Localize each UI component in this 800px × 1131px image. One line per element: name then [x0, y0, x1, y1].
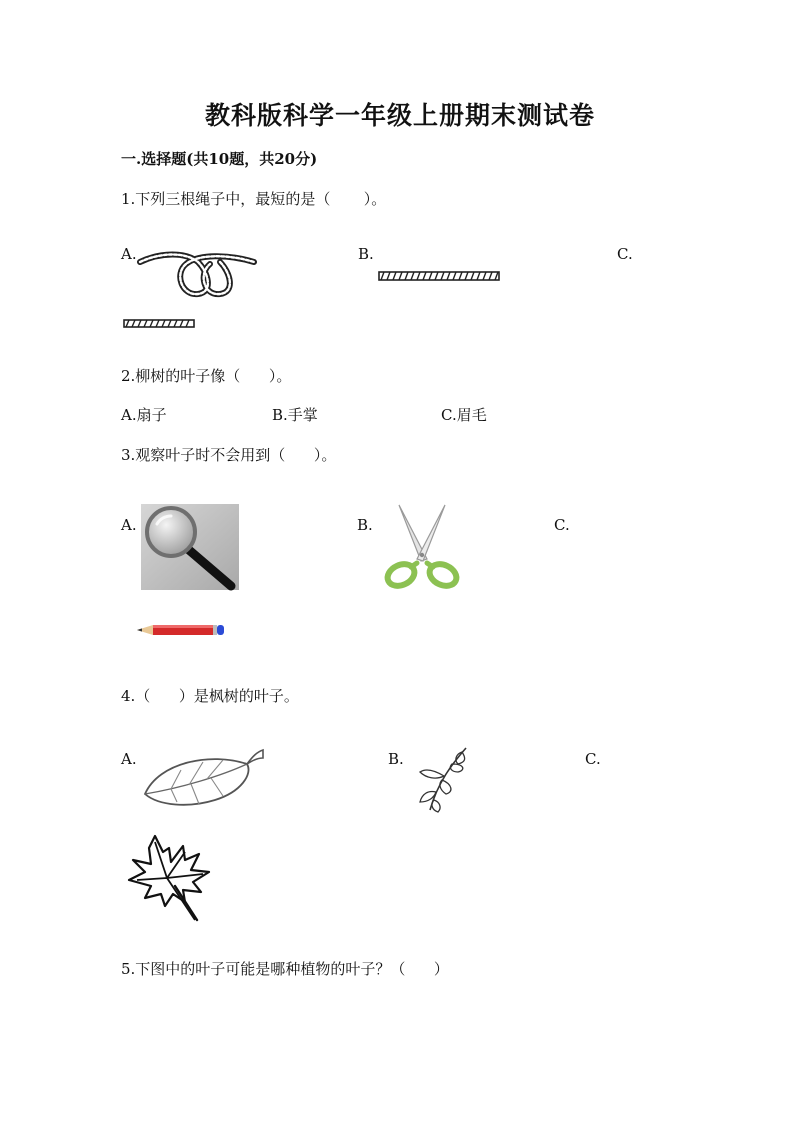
q1-option-a[interactable]: A. [121, 245, 137, 263]
q4-option-a[interactable]: A. [121, 750, 137, 768]
scissors-icon [381, 503, 463, 589]
q3-option-a[interactable]: A. [121, 516, 137, 534]
question-4: 4.（ ）是枫树的叶子。 [121, 687, 299, 705]
section-heading: 一.选择题(共10题，共20分) [121, 150, 318, 168]
willow-branch-icon [408, 744, 470, 814]
q3-option-b[interactable]: B. [357, 516, 373, 534]
question-2: 2.柳树的叶子像（ ）。 [121, 367, 292, 385]
question-5: 5.下图中的叶子可能是哪种植物的叶子？（ ） [121, 960, 449, 978]
maple-leaf-icon [125, 832, 217, 924]
coiled-rope-icon [136, 248, 260, 300]
short-rope-icon [123, 317, 195, 330]
page-title: 教科版科学一年级上册期末测试卷 [204, 101, 595, 130]
oval-leaf-icon [141, 748, 267, 808]
q1-option-c[interactable]: C. [617, 245, 633, 263]
magnifying-glass-icon [141, 504, 239, 590]
question-3: 3.观察叶子时不会用到（ ）。 [121, 446, 337, 464]
long-rope-icon [378, 269, 500, 283]
q4-option-b[interactable]: B. [388, 750, 404, 768]
question-1: 1.下列三根绳子中，最短的是（ ）。 [121, 190, 387, 208]
q2-option-c[interactable]: C.眉毛 [441, 406, 487, 424]
q2-option-a[interactable]: A.扇子 [121, 406, 167, 424]
q4-option-c[interactable]: C. [585, 750, 601, 768]
q1-option-b[interactable]: B. [358, 245, 374, 263]
q3-option-c[interactable]: C. [554, 516, 570, 534]
q2-option-b[interactable]: B.手掌 [272, 406, 318, 424]
pencil-icon [137, 622, 225, 638]
